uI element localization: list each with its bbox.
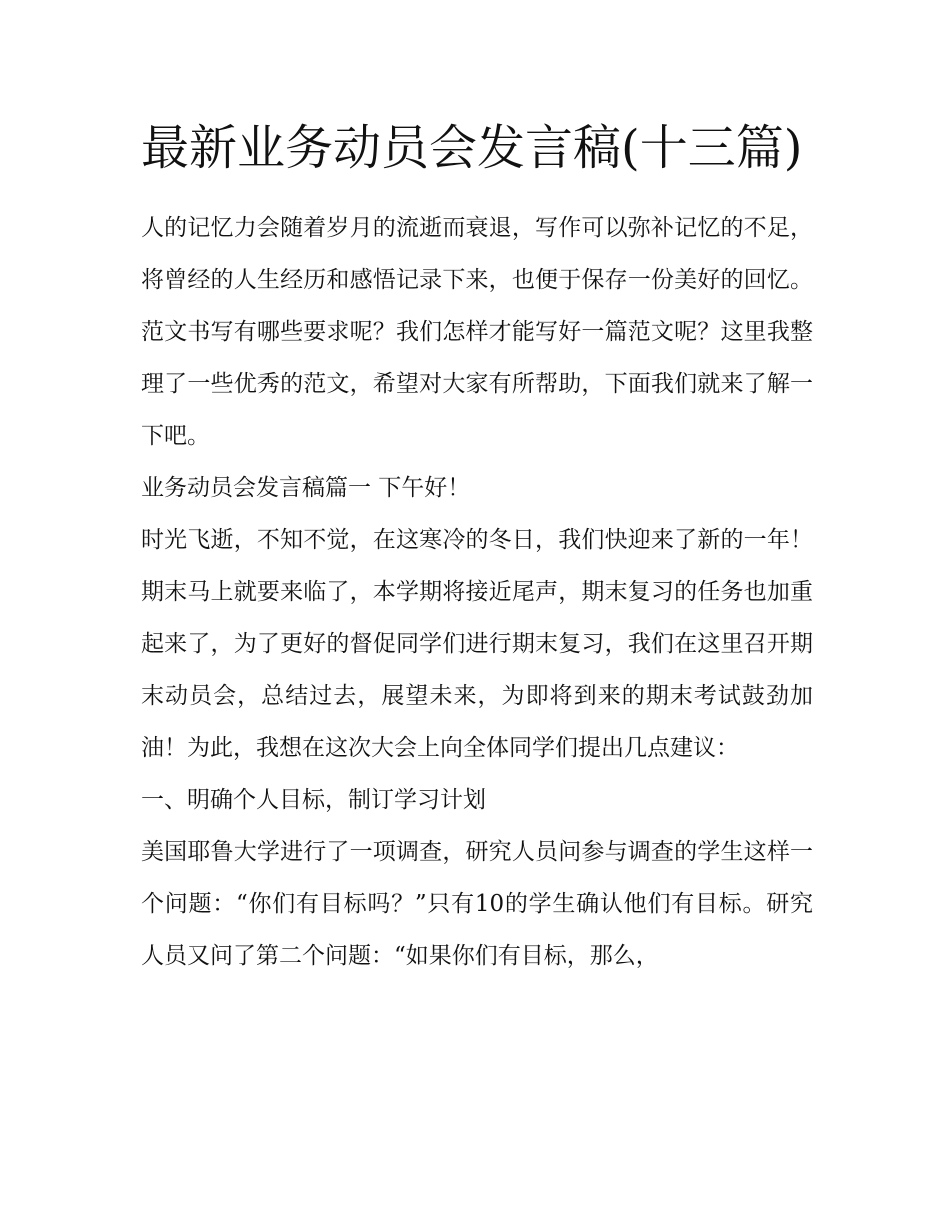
section-heading-paragraph: 业务动员会发言稿篇一 下午好！ bbox=[141, 475, 471, 501]
intro-paragraph: 人的记忆力会随着岁月的流逝而衰退，写作可以弥补记忆的不足，将曾经的人生经历和感悟记录下来，也便于保存一份美好的回忆。范文书写有哪些要求呢？我们怎样才能写好一篇范文呢？这里我整理了一些优秀的范文，希望对大家有所帮助，下面我们就来了解一下吧。 bbox=[141, 215, 813, 449]
body-paragraph: 时光飞逝，不知不觉，在这寒冷的冬日，我们快迎来了新的一年！期末马上就要来临了，本学期将接近尾声，期末复习的任务也加重起来了，为了更好的督促同学们进行期末复习，我们在这里召开期末动员会，总结过去，展望未来，为即将到来的期末考试鼓劲加油！为此，我想在这次大会上向全体同学们提出几点建议： bbox=[141, 527, 813, 761]
document-title: 最新业务动员会发言稿(十三篇) bbox=[141, 120, 803, 176]
body-paragraph: 美国耶鲁大学进行了一项调查，研究人员问参与调查的学生这样一个问题：“你们有目标吗？”只有10的学生确认他们有目标。研究人员又问了第二个问题：“如果你们有目标，那么， bbox=[141, 839, 813, 969]
document-page bbox=[141, 110, 813, 982]
subheading-paragraph: 一、明确个人目标，制订学习计划 bbox=[141, 787, 486, 813]
